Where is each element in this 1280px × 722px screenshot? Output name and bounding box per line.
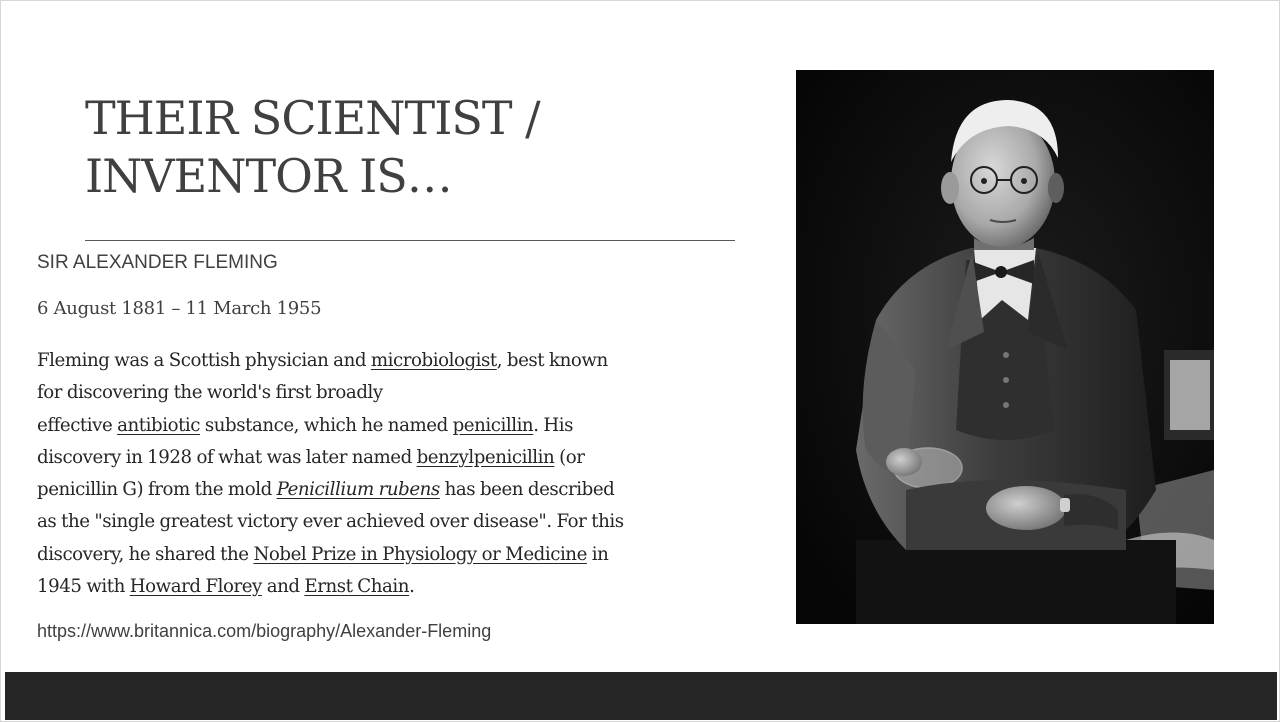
link-ernst-chain[interactable]: Ernst Chain — [304, 576, 410, 598]
biography-line — [37, 377, 789, 409]
biography-line — [37, 410, 789, 442]
text-run: discovery in 1928 of what was later named — [37, 446, 417, 468]
footer-bar — [5, 672, 1277, 720]
slide-title-line-1: THEIR SCIENTIST / — [85, 91, 540, 145]
text-run: in — [586, 543, 609, 565]
biography-line — [37, 571, 789, 603]
slide-title-line-2: INVENTOR IS… — [85, 149, 452, 203]
text-run: (or — [554, 446, 585, 468]
link-penicillium-rubens-text: Penicillium rubens — [276, 479, 440, 501]
text-run: , best known — [496, 350, 608, 371]
text-run: penicillin G) from the mold — [37, 479, 277, 501]
text-run: 1945 with — [37, 576, 130, 598]
portrait-photo — [796, 70, 1214, 624]
link-benzylpenicillin[interactable]: benzylpenicillin — [416, 446, 555, 468]
portrait-illustration — [796, 70, 1214, 624]
title-divider — [85, 240, 735, 241]
text-run: as the "single greatest victory ever achieved over disease". For this — [37, 511, 624, 533]
biography-line — [37, 345, 789, 377]
biography-line — [37, 442, 789, 474]
biography-line — [37, 474, 789, 506]
link-howard-florey[interactable]: Howard Florey — [129, 576, 262, 598]
text-run: discovery, he shared the — [37, 543, 254, 565]
life-dates: 6 August 1881 – 11 March 1955 — [37, 298, 322, 319]
link-nobel-prize[interactable]: Nobel Prize in Physiology or Medicine — [253, 543, 587, 565]
biography-line — [37, 539, 789, 571]
biography-paragraph — [37, 345, 789, 603]
text-run: . His — [533, 414, 574, 436]
link-antibiotic[interactable]: antibiotic — [117, 414, 201, 436]
text-run: . — [409, 576, 415, 598]
slide-title — [85, 89, 745, 205]
link-microbiologist[interactable]: microbiologist — [370, 350, 497, 371]
link-penicillin[interactable]: penicillin — [452, 414, 534, 436]
text-run: for discovering the world's first broadly — [37, 382, 383, 404]
biography-line — [37, 506, 789, 538]
text-run: Fleming was a Scottish physician and — [37, 350, 371, 371]
scientist-name: SIR ALEXANDER FLEMING — [37, 252, 278, 273]
text-run: has been described — [439, 479, 615, 501]
text-run: and — [261, 576, 305, 598]
source-url: https://www.britannica.com/biography/Alexander-Fleming — [37, 621, 492, 641]
text-run: effective — [37, 414, 118, 436]
link-penicillium-rubens[interactable] — [277, 479, 440, 500]
text-run: substance, which he named — [200, 414, 453, 436]
